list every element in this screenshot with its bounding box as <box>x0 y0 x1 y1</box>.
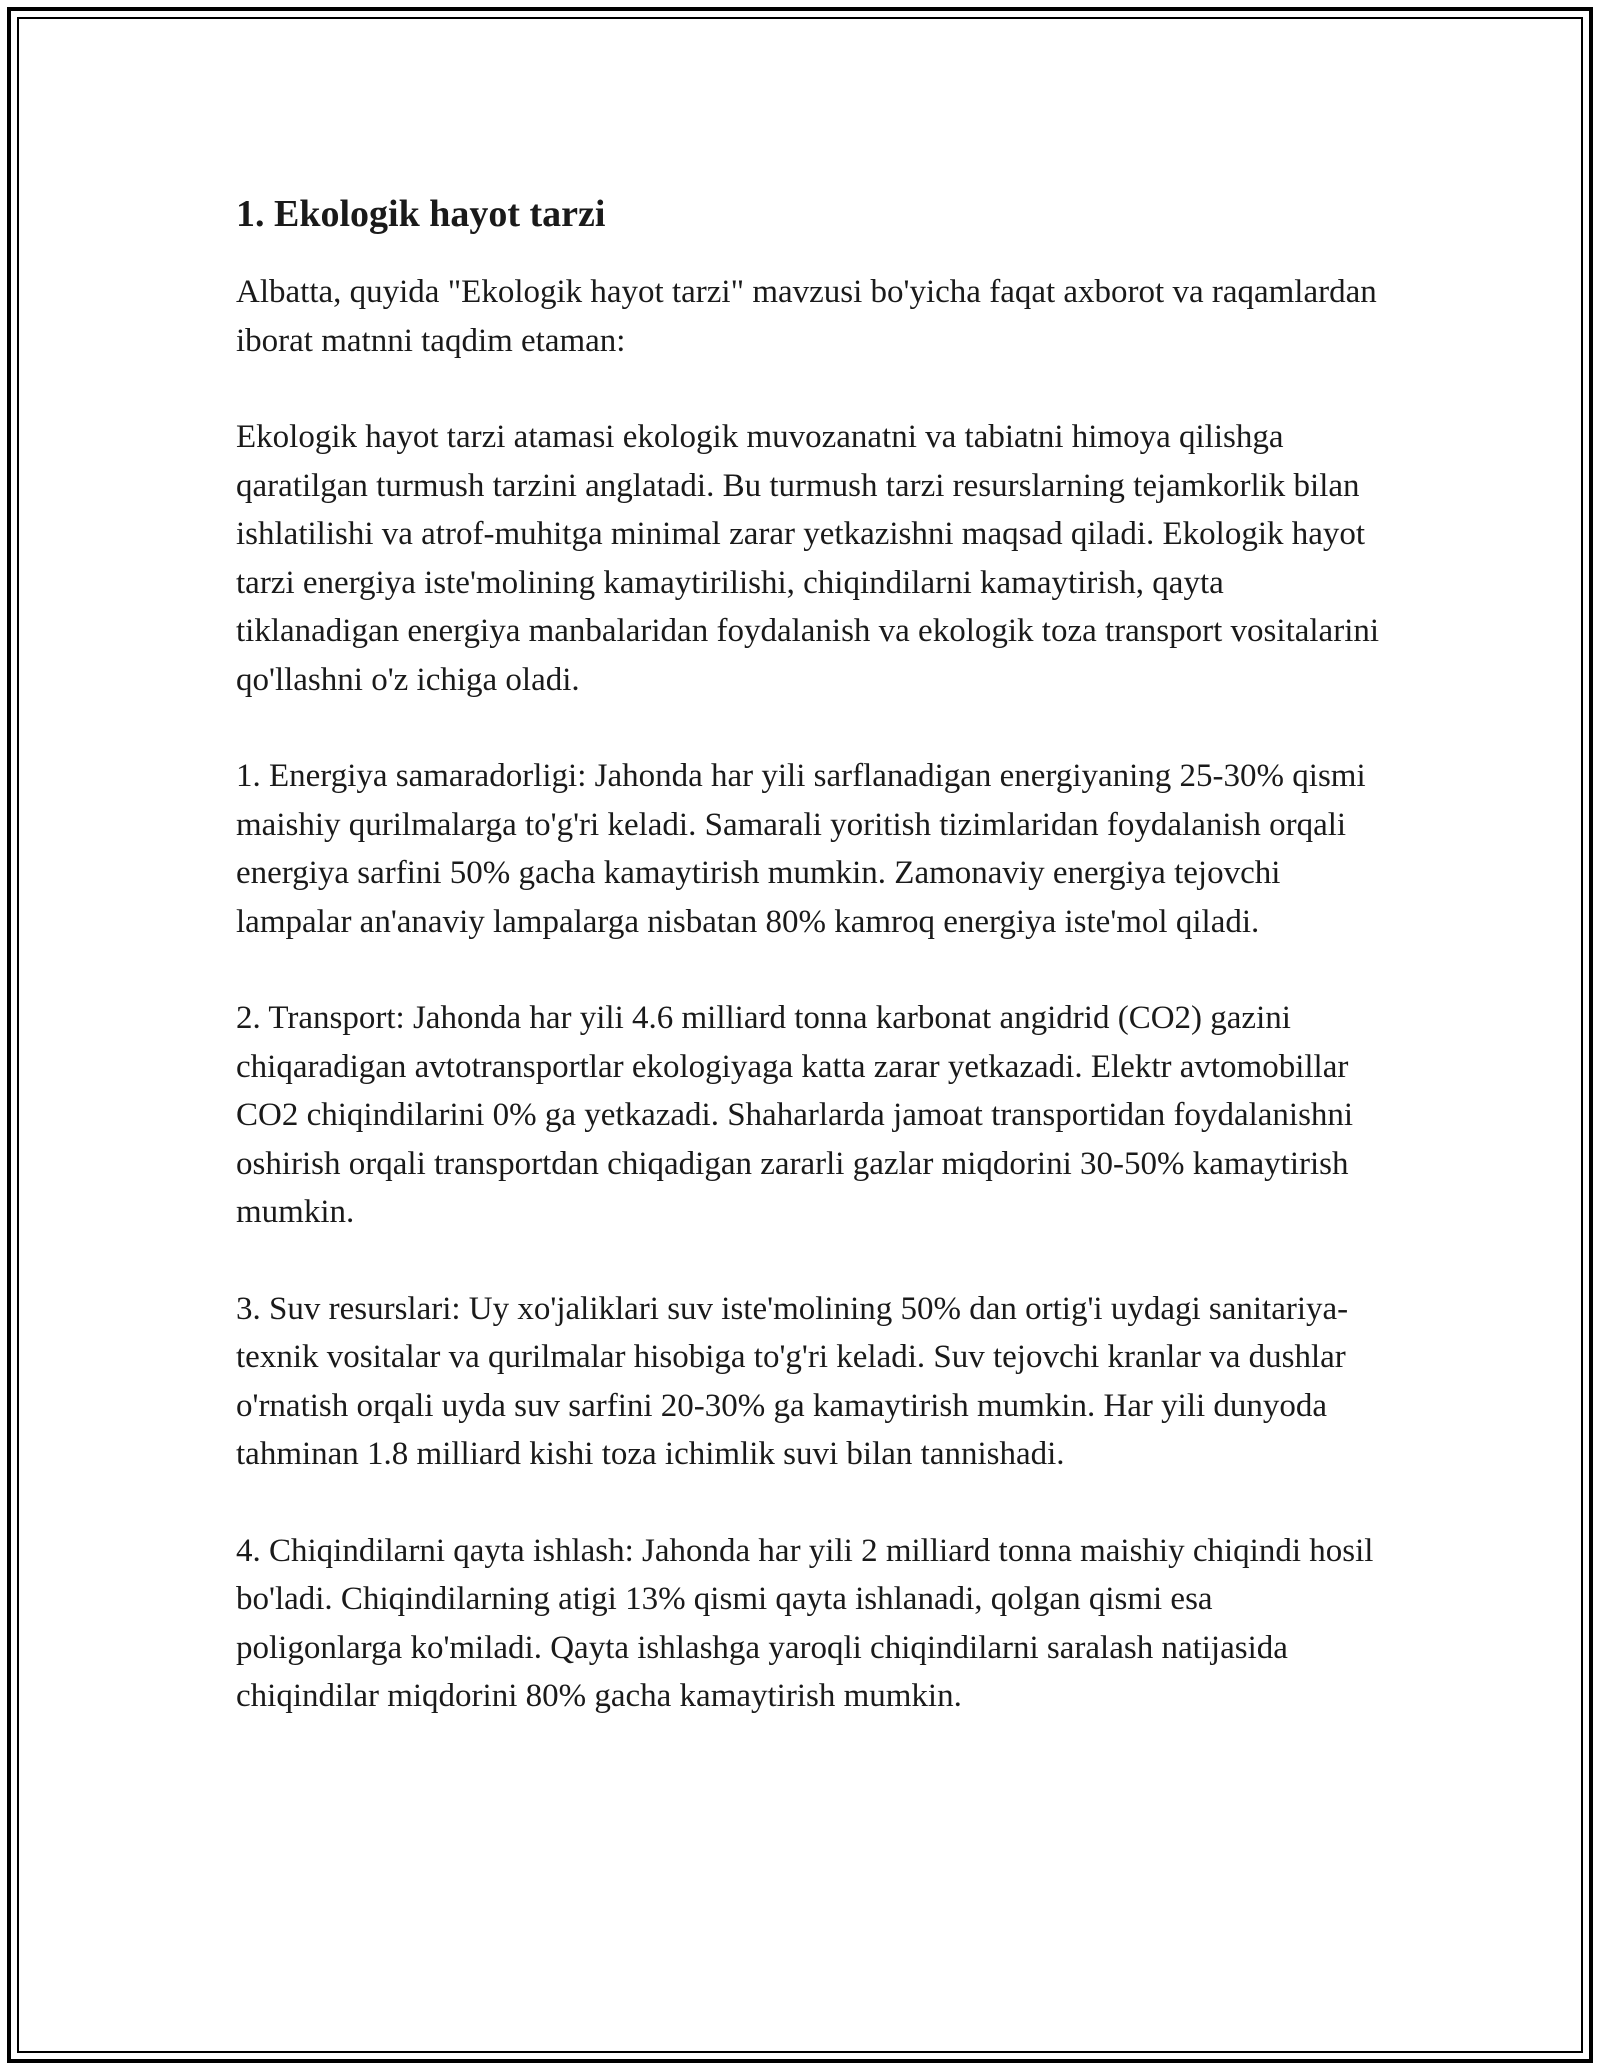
document-title: 1. Ekologik hayot tarzi <box>236 193 606 235</box>
energy-efficiency-paragraph: 1. Energiya samaradorligi: Jahonda har yili sarflanadigan energiyaning 25-30% qismi maishiy qurilmalarga to'g'ri keladi. Samarali yoritish tizimlaridan foydalanish orqali energiya sarfini 50% gacha kamaytirish mumkin. Zamonaviy energiya tejovchi lampalar an'anaviy lampalarga nisbatan 80% kamroq energiya iste'mol qiladi. <box>236 758 1366 940</box>
transport-paragraph: 2. Transport: Jahonda har yili 4.6 milliard tonna karbonat angidrid (CO2) gazini chiqaradigan avtotransportlar ekologiyaga katta zarar yetkazadi. Elektr avtomobillar CO2 chiqindilarini 0% ga yetkazadi. Shaharlarda jamoat transportidan foydalanishni oshirish orqali transportdan chiqadigan zararli gazlar miqdorini 30-50% kamaytirish mumkin. <box>236 1000 1354 1230</box>
intro-paragraph: Albatta, quyida "Ekologik hayot tarzi" mavzusi bo'yicha faqat axborot va raqamlardan iborat matnni taqdim etaman: <box>236 274 1377 359</box>
water-resources-paragraph: 3. Suv resurslari: Uy xo'jaliklari suv iste'molining 50% dan ortig'i uydagi sanitariya-texnik vositalar va qurilmalar hisobiga to'g'ri keladi. Suv tejovchi kranlar va dushlar o'rnatish orqali uyda suv sarfini 20-30% ga kamaytirish mumkin. Har yili dunyoda tahminan 1.8 milliard kishi toza ichimlik suvi bilan tannishadi. <box>236 1290 1349 1472</box>
document-page <box>236 186 1386 1721</box>
waste-recycling-paragraph: 4. Chiqindilarni qayta ishlash: Jahonda har yili 2 milliard tonna maishiy chiqindi hosil bo'ladi. Chiqindilarning atigi 13% qismi qayta ishlanadi, qolgan qismi esa poligonlarga ko'miladi. Qayta ishlashga yaroqli chiqindilarni saralash natijasida chiqindilar miqdorini 80% gacha kamaytirish mumkin. <box>236 1532 1374 1714</box>
definition-paragraph: Ekologik hayot tarzi atamasi ekologik muvozanatni va tabiatni himoya qilishga qaratilgan turmush tarzini anglatadi. Bu turmush tarzi resurslarning tejamkorlik bilan ishlatilishi va atrof-muhitga minimal zarar yetkazishni maqsad qiladi. Ekologik hayot tarzi energiya iste'molining kamaytirilishi, chiqindilarni kamaytirish, qayta tiklanadigan energiya manbalaridan foydalanish va ekologik toza transport vositalarini qo'llashni o'z ichiga oladi. <box>236 419 1380 698</box>
